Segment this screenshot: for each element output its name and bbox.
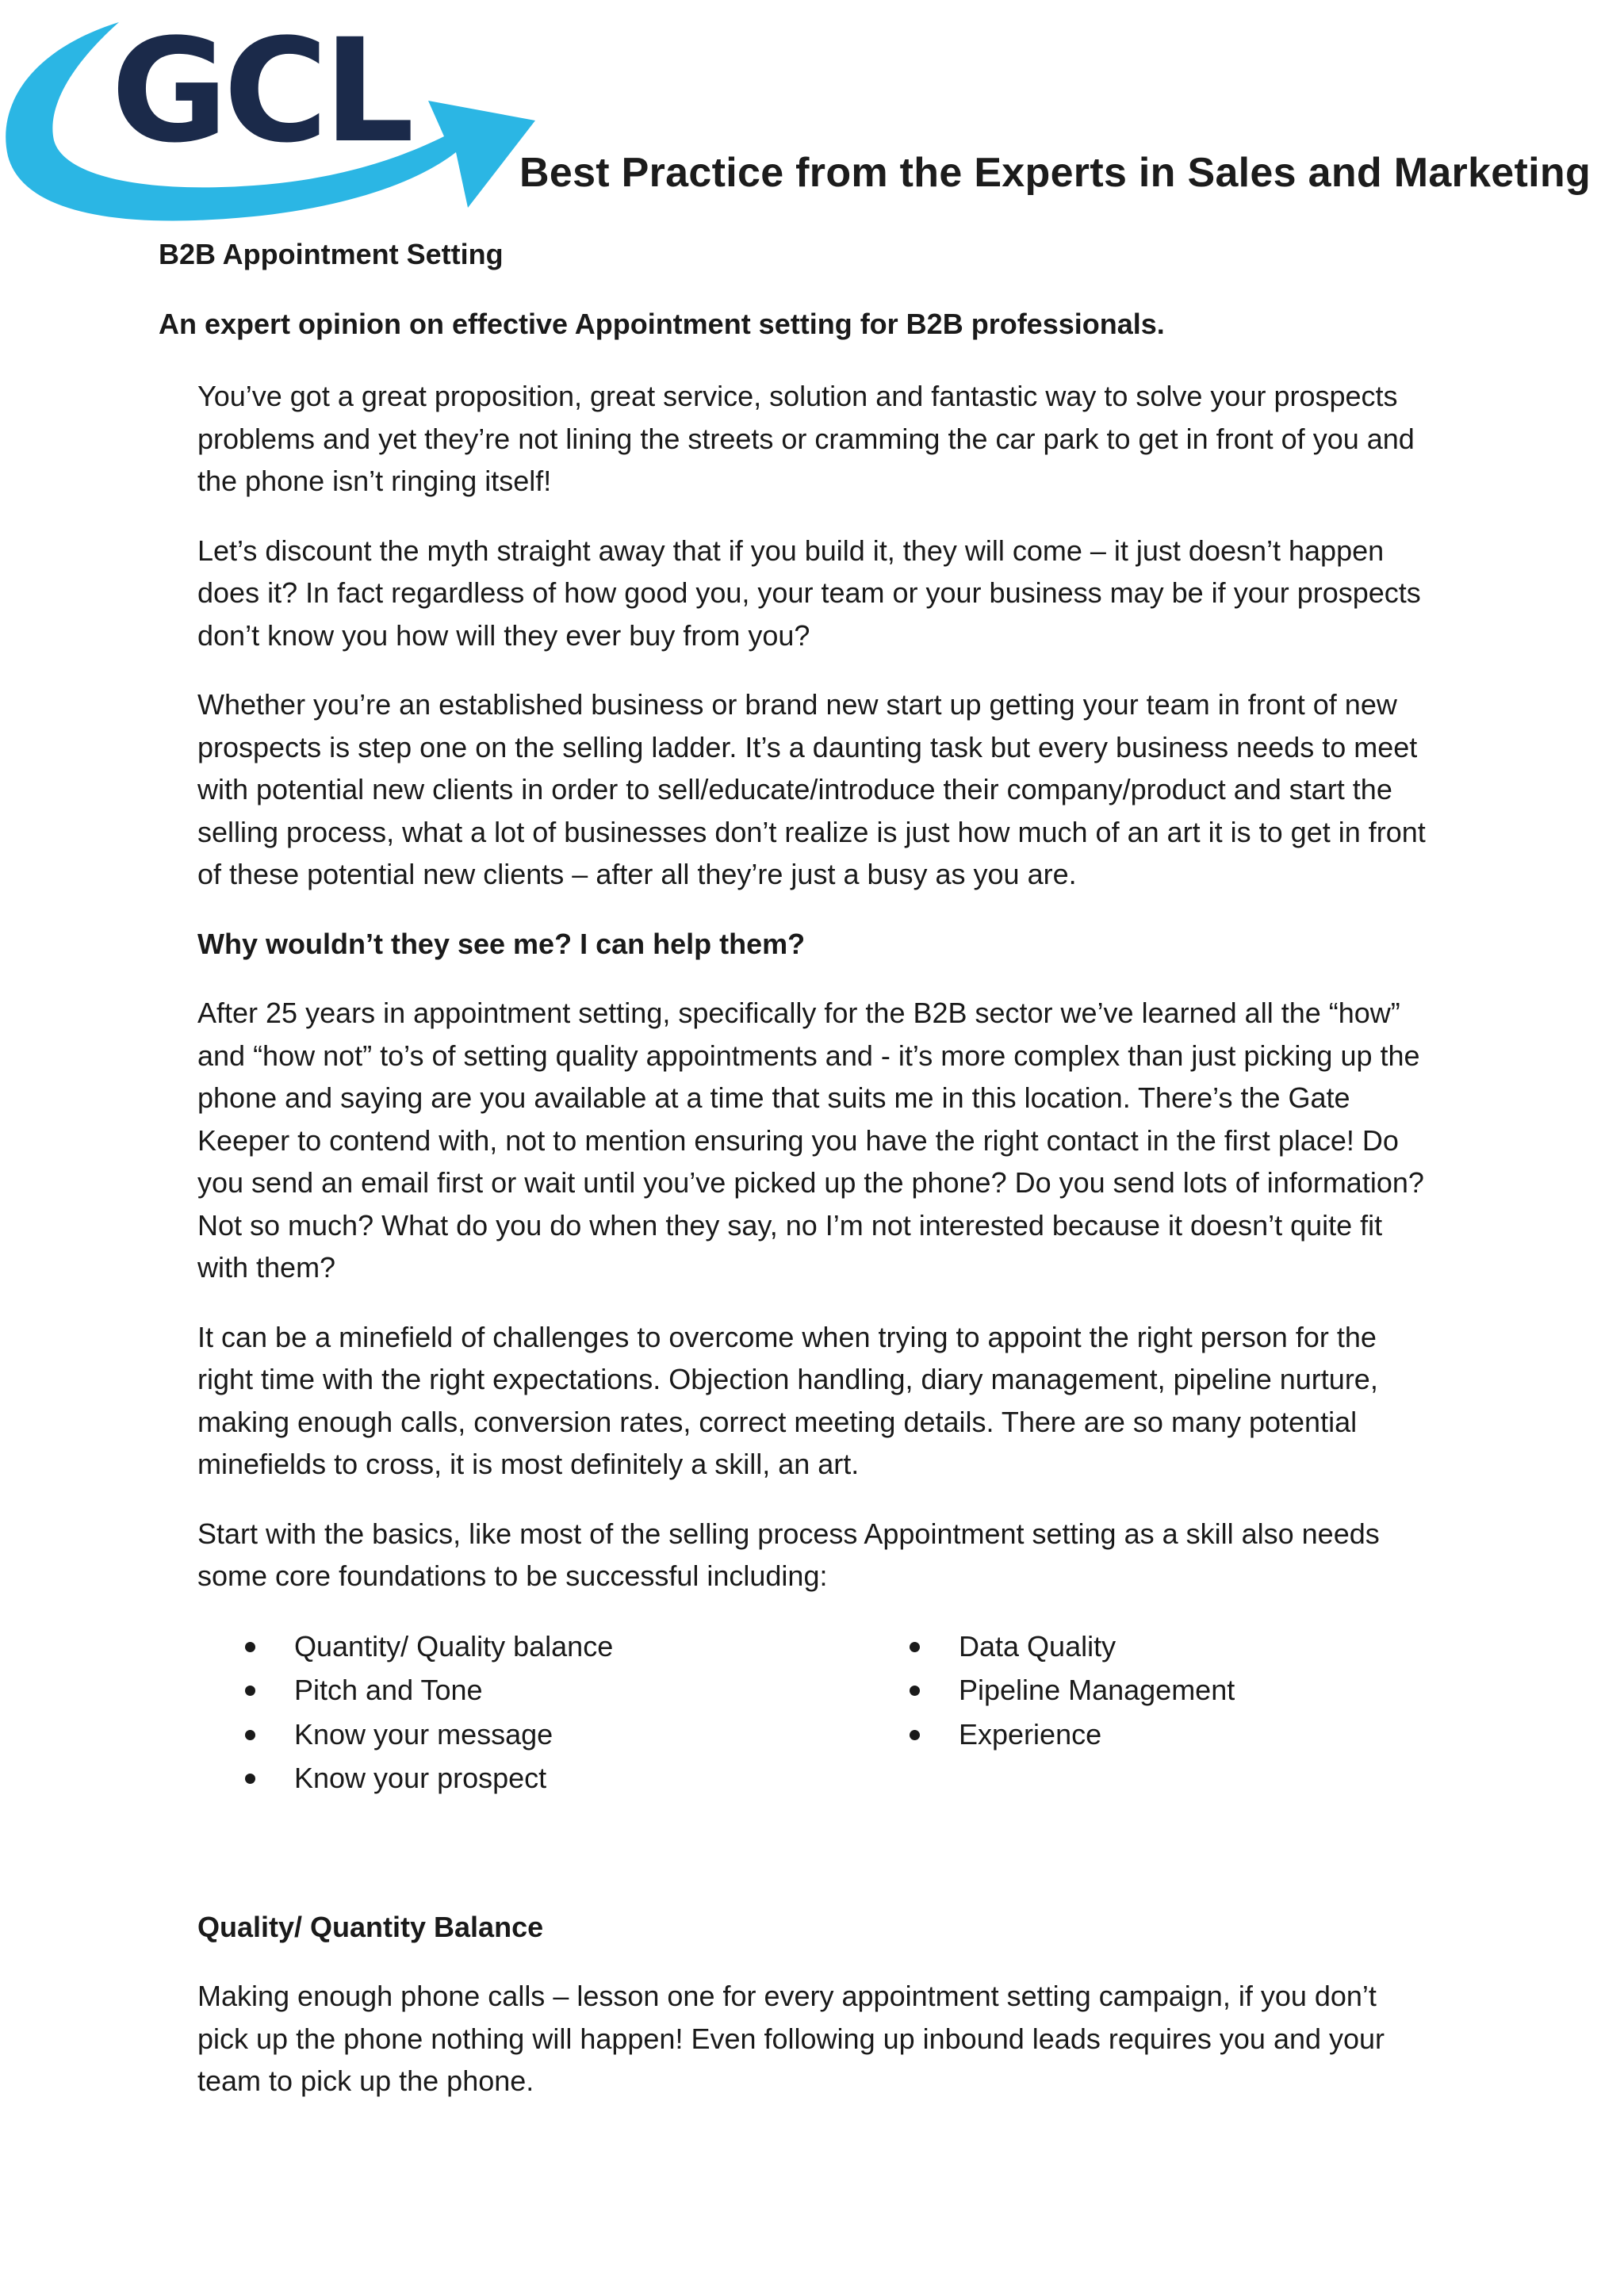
section-paragraph: Making enough phone calls – lesson one for every appointment setting campaign, if you don’t pick up the phone nothing will happen! Even following up inbound leads requires you and your team to pick up the phone. (197, 1980, 1385, 2097)
section-heading: Quality/ Quantity Balance (197, 1910, 544, 1943)
logo-text: GCL (111, 17, 410, 174)
section-paragraph: It can be a minefield of challenges to overcome when trying to appoint the right person for the right time with the right expectations. Objection handling, diary management, pipeline nurture, making enough calls, conversion rates, correct meeting details. There are so many potential minefields to cross, it is most definitely a skill, an art. (197, 1320, 1378, 1480)
list-item (245, 1668, 613, 1712)
section-heading: Why wouldn’t they see me? I can help them? (197, 927, 806, 960)
bullet-icon (245, 1774, 255, 1784)
intro-paragraph: You’ve got a great proposition, great service, solution and fantastic way to solve your prospects problems and yet they’re not lining the streets or cramming the car park to get in front of you and the phone isn’t ringing itself! (197, 380, 1415, 497)
document-body (197, 375, 1434, 2130)
bullet-icon (910, 1730, 920, 1740)
list-item (910, 1712, 1235, 1757)
foundations-list (197, 1624, 1434, 1823)
gcl-logo (0, 17, 547, 232)
bullet-icon (245, 1730, 255, 1740)
list-item (245, 1756, 613, 1800)
bullet-icon (245, 1642, 255, 1652)
bullet-icon (910, 1642, 920, 1652)
bullet-icon (245, 1686, 255, 1696)
list-item (245, 1712, 613, 1757)
foundations-list-left (245, 1624, 613, 1800)
list-item-text: Know your prospect (294, 1762, 547, 1794)
gcl-logo-graphic (0, 17, 547, 232)
list-item-text: Quantity/ Quality balance (294, 1629, 614, 1663)
header-tagline: Best Practice from the Experts in Sales and Marketing (519, 150, 1591, 196)
section-paragraph: After 25 years in appointment setting, specifically for the B2B sector we’ve learned all the “how” and “how not” to’s of setting quality appointments and - it’s more complex than just picking up the phone and saying are you available at a time that suits me in this location. There’s the Gate Keeper to contend with, not to mention ensuring you have the right contact in the first place! Do you send an email first or wait until you’ve picked up the phone? Do you send lots of information? Not so much? What do you do when they say, no I’m not interested because it doesn’t quite fit with them? (197, 997, 1424, 1284)
intro-paragraph: Let’s discount the myth straight away that if you build it, they will come – it just doesn’t happen does it? In fact regardless of how good you, your team or your business may be if your prospects don’t know you how will they ever buy from you? (197, 534, 1421, 652)
list-item-text: Data Quality (959, 1629, 1116, 1663)
list-item-text: Pipeline Management (959, 1674, 1235, 1706)
list-item-text: Experience (959, 1717, 1102, 1751)
list-item (245, 1624, 613, 1669)
list-item-text: Know your message (294, 1717, 553, 1751)
list-item (910, 1668, 1235, 1712)
document-title: B2B Appointment Setting (159, 238, 504, 270)
section-paragraph: Start with the basics, like most of the selling process Appointment setting as a skill also needs some core foundations to be successful including: (197, 1517, 1380, 1592)
foundations-list-right (910, 1624, 1235, 1757)
bullet-icon (910, 1686, 920, 1696)
intro-paragraph: Whether you’re an established business or brand new start up getting your team in front of new prospects is step one on the selling ladder. It’s a daunting task but every business needs to meet with potential new clients in order to sell/educate/introduce their company/product and start the selling process, what a lot of businesses don’t realize is just how much of an art it is to get in front of these potential new clients – after all they’re just a busy as you are. (197, 688, 1426, 890)
list-item (910, 1624, 1235, 1669)
list-item-text: Pitch and Tone (294, 1674, 483, 1706)
document-subtitle: An expert opinion on effective Appointment setting for B2B professionals. (159, 308, 1165, 340)
